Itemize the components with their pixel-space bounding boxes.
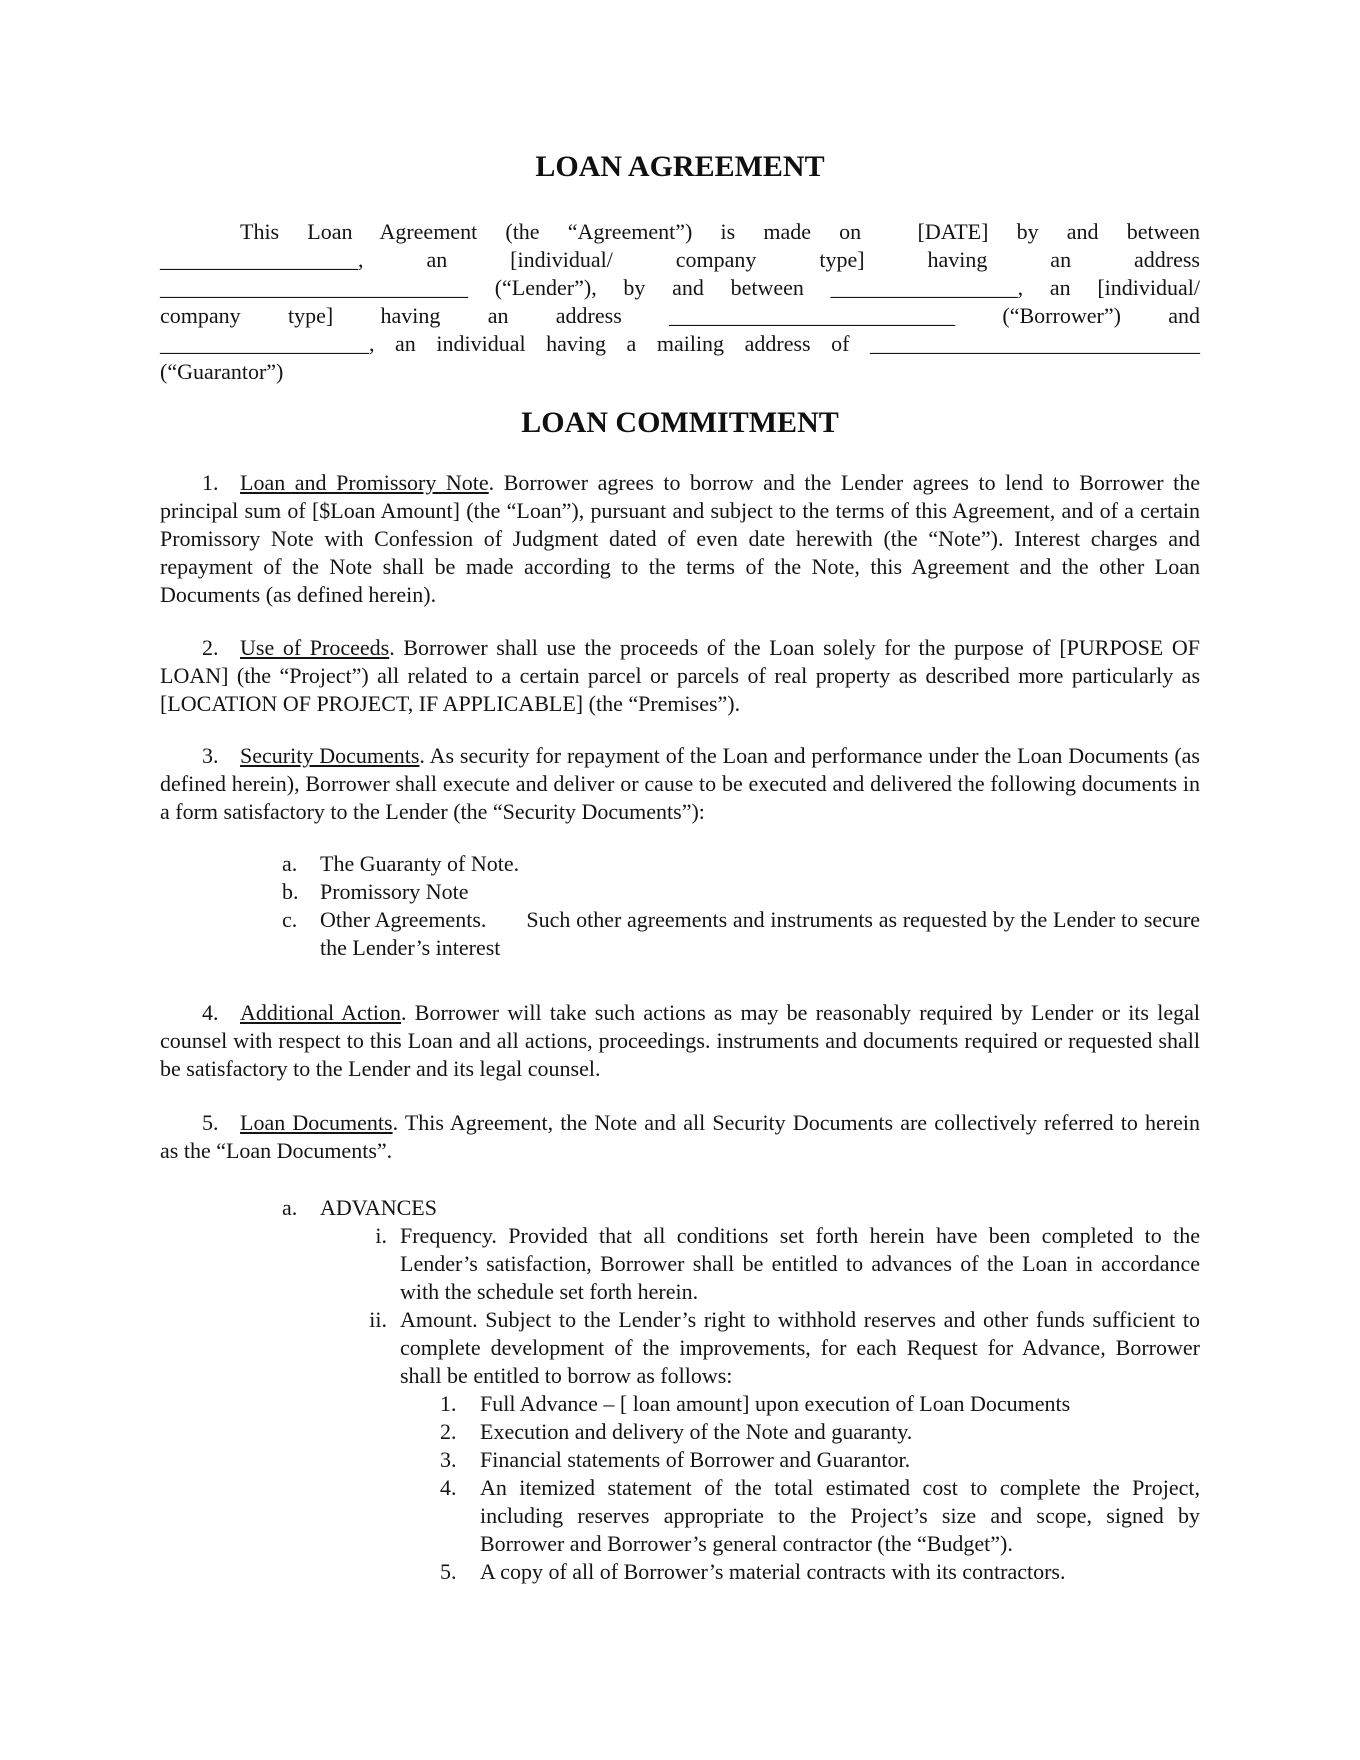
advances-label: ADVANCES: [320, 1195, 437, 1220]
list-item-text: Execution and delivery of the Note and guaranty.: [480, 1419, 913, 1444]
intro-paragraph: [160, 218, 1200, 386]
security-documents-list: [160, 850, 1200, 962]
advance-condition-execution-delivery: [440, 1418, 1200, 1446]
list-item-text: Promissory Note: [320, 879, 469, 904]
list-item-text: Such other agreements and instruments as requested by the Lender to secure the Lender’s interest: [320, 907, 1200, 960]
list-item-other-agreements: [282, 906, 1200, 962]
intro-line-4: company type] having an address __________________________ (“Borrower”) and: [160, 303, 1200, 328]
section-number: 4.: [202, 1000, 219, 1025]
advance-condition-full-advance: [440, 1390, 1200, 1418]
section-number: 5.: [202, 1110, 219, 1135]
loan-commitment-heading: LOAN COMMITMENT: [521, 406, 839, 439]
section-body: . Borrower agrees to borrow and the Lender agrees to lend to Borrower the principal sum of [$Loan Amount] (the “Loan”), pursuant and subject to the terms of this Agreement, and of a certain Promissory Note with Confession of Judgment dated of even date herewith (the “Note”). Interest charges and repayment of the Note shall be made according to the terms of the Note, this Agreement and the other Loan Documents (as defined herein).: [160, 470, 1200, 607]
list-item-text: Full Advance – [ loan amount] upon execution of Loan Documents: [480, 1391, 1071, 1416]
list-item-text: An itemized statement of the total estimated cost to complete the Project, including reserves appropriate to the Project’s size and scope, signed by Borrower and Borrower’s general contractor (the “Budget”).: [480, 1475, 1200, 1556]
section-body: . Borrower shall use the proceeds of the Loan solely for the purpose of [PURPOSE OF LOAN] (the “Project”) all related to a certain parcel or parcels of real property as described more particularly as [LOCATION OF PROJECT, IF APPLICABLE] (the “Premises”).: [160, 635, 1200, 716]
section-loan-and-promissory-note: [160, 469, 1200, 609]
section-title: Loan and Promissory Note: [240, 470, 489, 495]
list-marker: a.: [282, 1195, 298, 1220]
list-item-text: The Guaranty of Note.: [320, 851, 520, 876]
list-marker: 1.: [440, 1391, 457, 1416]
list-item-text: Amount. Subject to the Lender’s right to withhold reserves and other funds sufficient to complete development of the improvements, for each Request for Advance, Borrower shall be entitled to borrow as follows:: [400, 1307, 1200, 1388]
list-item-guaranty-of-note: [282, 850, 1200, 878]
section-loan-documents: [160, 1109, 1200, 1165]
list-item-promissory-note: [282, 878, 1200, 906]
section-number: 2.: [202, 635, 219, 660]
advance-condition-itemized-statement: [440, 1474, 1200, 1558]
section-body: . Borrower will take such actions as may be reasonably required by Lender or its legal counsel with respect to this Loan and all actions, proceedings. instruments and documents required or requested shall be satisfactory to the Lender and its legal counsel.: [160, 1000, 1200, 1081]
advances-item-amount: [369, 1306, 1200, 1390]
section-security-documents: [160, 742, 1200, 826]
advances-heading: [282, 1194, 1200, 1222]
list-marker: ii.: [369, 1307, 387, 1332]
section-title: Additional Action: [240, 1000, 402, 1025]
document-title: LOAN AGREEMENT: [535, 150, 825, 183]
section-title: Security Documents: [240, 743, 420, 768]
list-marker: 2.: [440, 1419, 457, 1444]
advances-item-frequency: [375, 1222, 1200, 1306]
intro-line-5: ___________________, an individual having a mailing address of ______________________________: [160, 331, 1200, 356]
list-marker: i.: [375, 1223, 387, 1248]
section-body: . As security for repayment of the Loan and performance under the Loan Documents (as defined herein), Borrower shall execute and deliver or cause to be executed and delivered the following documents in a form satisfactory to the Lender (the “Security Documents”):: [160, 743, 1200, 824]
section-number: 3.: [202, 743, 219, 768]
list-item-text: A copy of all of Borrower’s material contracts with its contractors.: [480, 1559, 1066, 1584]
list-item-label: Other Agreements.: [320, 907, 487, 932]
list-item-text: Financial statements of Borrower and Guarantor.: [480, 1447, 911, 1472]
list-item-text: Frequency. Provided that all conditions set forth herein have been completed to the Lender’s satisfaction, Borrower shall be entitled to advances of the Loan in accordance with the schedule set forth herein.: [400, 1223, 1200, 1304]
section-additional-action: [160, 999, 1200, 1083]
intro-line-3: ____________________________ (“Lender”), by and between _________________, an [individual/: [160, 275, 1200, 300]
guarantor-line: (“Guarantor”): [160, 359, 284, 384]
advance-condition-financial-statements: [440, 1446, 1200, 1474]
list-marker: b.: [282, 879, 299, 904]
advance-condition-material-contracts: [440, 1558, 1200, 1586]
list-marker: 3.: [440, 1447, 457, 1472]
intro-line-1: This Loan Agreement (the “Agreement”) is made on [DATE] by and between: [240, 219, 1200, 244]
list-marker: a.: [282, 851, 298, 876]
list-marker: 4.: [440, 1475, 457, 1500]
section-title: Loan Documents: [240, 1110, 393, 1135]
intro-line-2: __________________, an [individual/ company type] having an address: [160, 247, 1200, 272]
section-body: . This Agreement, the Note and all Security Documents are collectively referred to herein as the “Loan Documents”.: [160, 1110, 1200, 1163]
section-use-of-proceeds: [160, 634, 1200, 718]
section-title: Use of Proceeds: [240, 635, 390, 660]
list-marker: c.: [282, 907, 298, 932]
section-number: 1.: [202, 470, 219, 495]
list-marker: 5.: [440, 1559, 457, 1584]
